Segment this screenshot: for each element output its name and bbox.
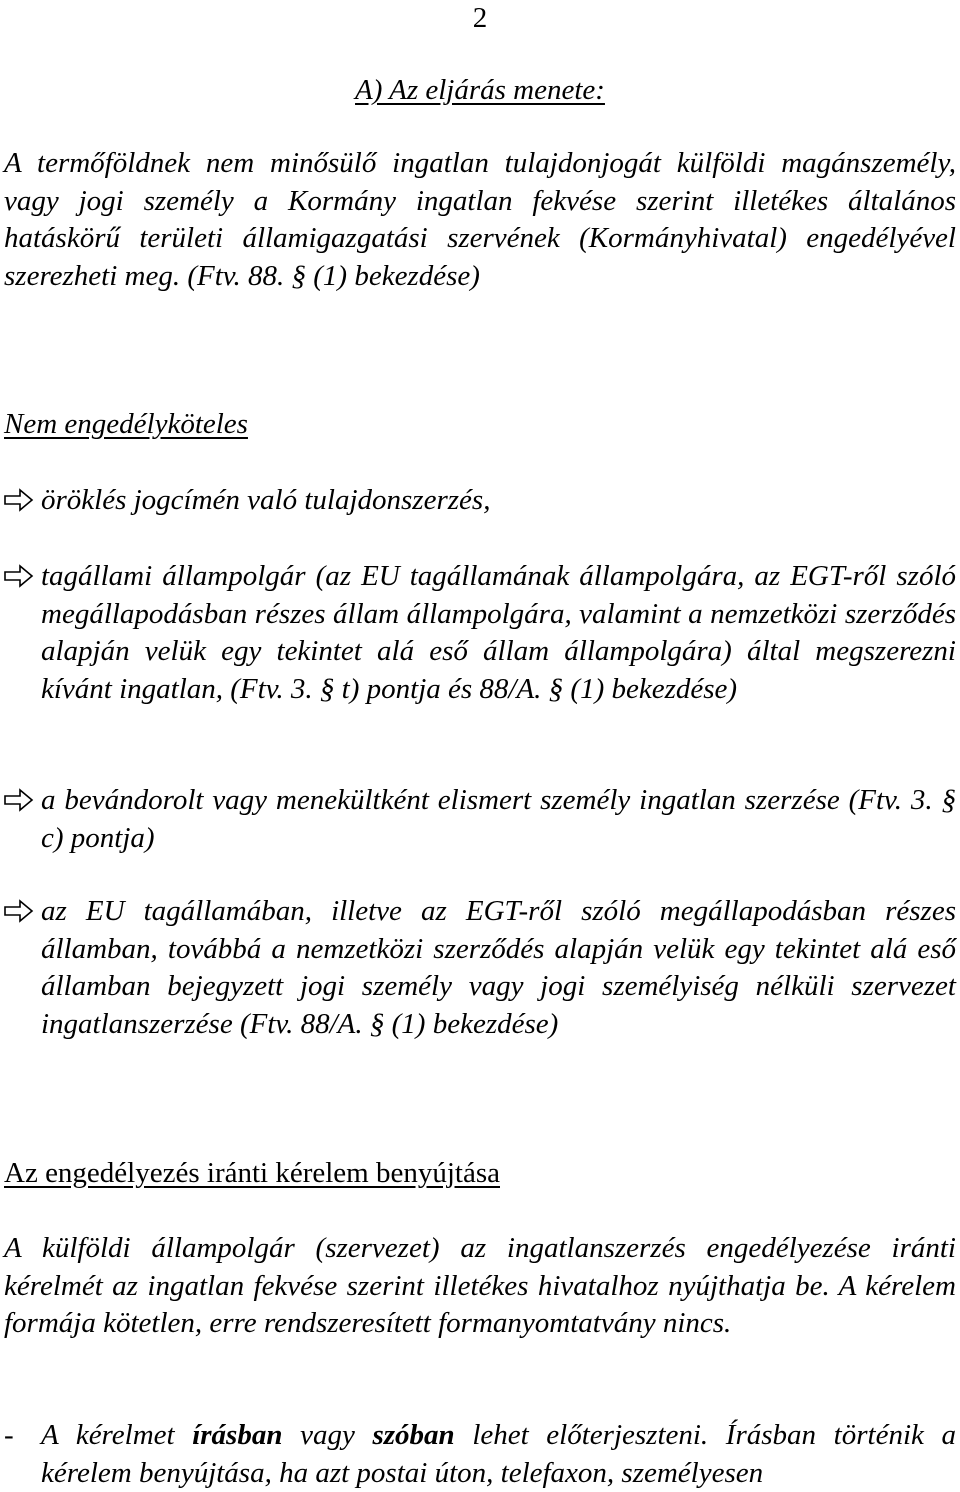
emphasis-in-writing: írásban	[192, 1419, 283, 1451]
intro-paragraph: A termőföldnek nem minősülő ingatlan tulajdonjogát külföldi magánszemély, vagy jogi személy a Kormány ingatlan fekvése szerint illetékes általános hatáskörű területi államigazgatási szervének (Kormányhivatal) engedélyével szerezheti meg. (Ftv. 88. § (1) bekezdése)	[4, 147, 956, 292]
hollow-arrow-icon	[4, 488, 34, 512]
hollow-arrow-icon	[4, 788, 34, 812]
page-title: A) Az eljárás menete:	[355, 74, 605, 106]
dash-marker: -	[4, 1419, 14, 1451]
list-item	[4, 782, 956, 857]
hollow-arrow-icon	[4, 899, 34, 923]
dash-item-text: A kérelmet írásban vagy szóban lehet előterjeszteni. Írásban történik a kérelem benyújtása, ha azt postai úton, telefaxon, személyesen	[41, 1419, 956, 1489]
section-heading-not-required: Nem engedélyköteles	[4, 408, 248, 440]
section-heading-application: Az engedélyezés iránti kérelem benyújtása	[4, 1157, 500, 1189]
page-number: 2	[472, 2, 488, 34]
list-item-text: az EU tagállamában, illetve az EGT-ről szóló megállapodásban részes államban, továbbá a nemzetközi szerződés alapján velük egy tekintet alá eső államban bejegyzett jogi személy vagy jogi személyiség nélküli szervezet ingatlanszerzése (Ftv. 88/A. § (1) bekezdése)	[41, 895, 956, 1040]
list-item	[4, 482, 956, 520]
emphasis-orally: szóban	[372, 1419, 455, 1451]
list-item	[4, 893, 956, 1043]
list-item-text: tagállami állampolgár (az EU tagállamának állampolgára, az EGT-ről szóló megállapodásban részes állam állampolgára, valamint a nemzetközi szerződés alapján velük egy tekintet alá eső állam állampolgára) által megszerezni kívánt ingatlan, (Ftv. 3. § t) pontja és 88/A. § (1) bekezdése)	[41, 560, 956, 705]
application-paragraph: A külföldi állampolgár (szervezet) az ingatlanszerzés engedélyezése iránti kérelmét az ingatlan fekvése szerint illetékes hivatalhoz nyújthatja be. A kérelem formája kötetlen, erre rendszeresített formanyomtatvány nincs.	[4, 1232, 956, 1339]
list-item-text: öröklés jogcímén való tulajdonszerzés,	[41, 484, 491, 516]
list-item-text: a bevándorolt vagy menekültként elismert személy ingatlan szerzése (Ftv. 3. § c) pontja)	[41, 784, 956, 854]
list-item	[4, 558, 956, 708]
dash-list-item	[4, 1417, 956, 1492]
hollow-arrow-icon	[4, 564, 34, 588]
